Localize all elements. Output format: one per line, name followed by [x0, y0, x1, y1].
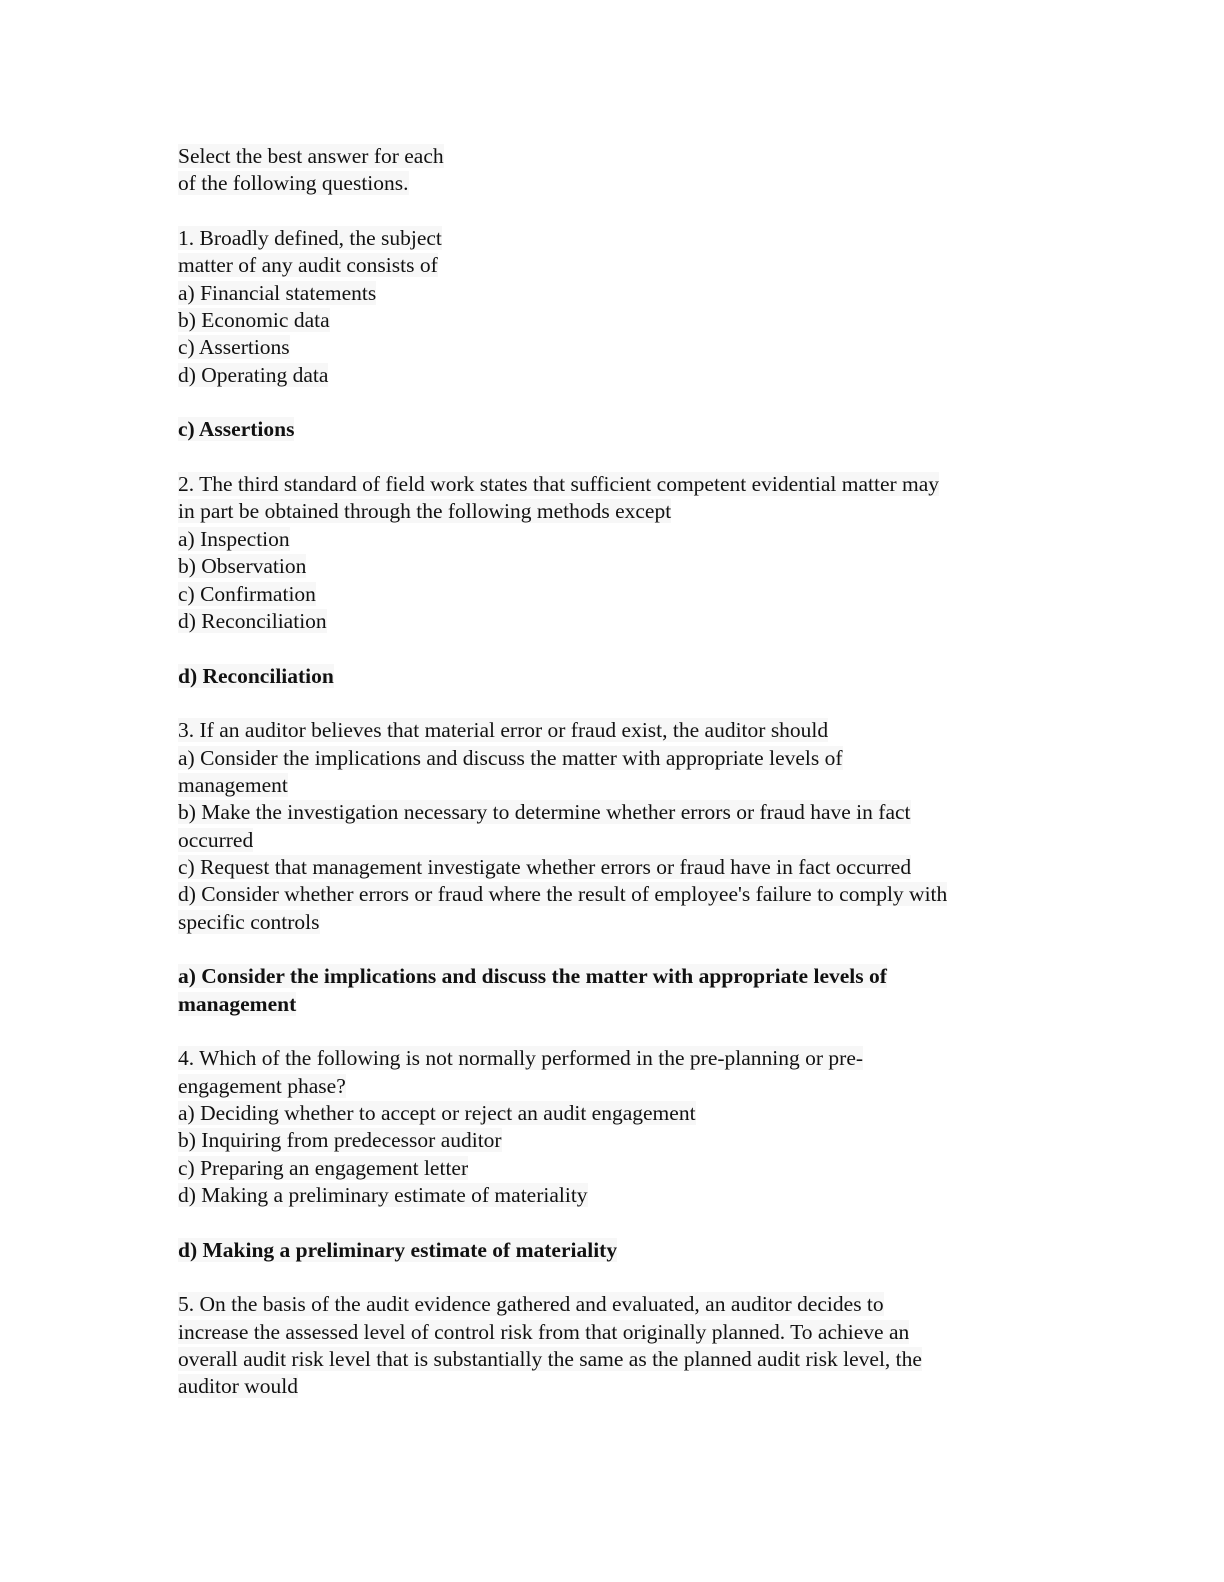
answer-option-line [178, 526, 1048, 553]
answer-option-line [178, 1182, 1048, 1209]
answer-option-line [178, 280, 1048, 307]
question-stem-line-text: 2. The third standard of field work states that sufficient competent evidential matter may [178, 472, 940, 497]
instructions-line-text: of the following questions. [178, 171, 409, 196]
answer-option-line-text: c) Confirmation [178, 581, 316, 606]
answer-option-line [178, 608, 1048, 635]
question-stem-line [178, 252, 1048, 279]
question-stem-line-text: overall audit risk level that is substantially the same as the planned audit risk level, the [178, 1347, 922, 1372]
instructions-line-text: Select the best answer for each [178, 144, 444, 168]
answer-option-line-text: d) Operating data [178, 362, 329, 387]
correct-answer-line-text: d) Reconciliation [178, 663, 334, 688]
blank-line [178, 1209, 1048, 1236]
correct-answer-line [178, 991, 1048, 1018]
answer-option-line [178, 307, 1048, 334]
answer-option-line [178, 1155, 1048, 1182]
question-stem-line-text: 1. Broadly defined, the subject [178, 226, 442, 251]
question-stem-line [178, 1045, 1048, 1072]
answer-option-line [178, 1100, 1048, 1127]
answer-option-line [178, 334, 1048, 361]
answer-option-line [178, 881, 1048, 908]
answer-option-line [178, 362, 1048, 389]
answer-option-line-text: d) Consider whether errors or fraud where the result of employee's failure to comply with [178, 882, 948, 907]
document-page [178, 143, 1048, 1401]
answer-option-line-text: a) Financial statements [178, 280, 377, 305]
answer-option-line [178, 745, 1048, 772]
question-stem-line [178, 1319, 1048, 1346]
answer-option-line-text: occurred [178, 827, 254, 852]
correct-answer-line-text: d) Making a preliminary estimate of materiality [178, 1237, 618, 1262]
question-stem-line [178, 1073, 1048, 1100]
answer-option-line-text: c) Request that management investigate whether errors or fraud have in fact occurred [178, 854, 912, 879]
question-stem-line [178, 1373, 1048, 1400]
question-stem-line-text: 4. Which of the following is not normally performed in the pre-planning or pre- [178, 1046, 864, 1071]
answer-option-line-text: b) Inquiring from predecessor auditor [178, 1128, 502, 1153]
blank-line [178, 389, 1048, 416]
blank-line [178, 1264, 1048, 1291]
question-stem-line-text: 3. If an auditor believes that material error or fraud exist, the auditor should [178, 718, 829, 743]
answer-option-line-text: b) Economic data [178, 308, 330, 333]
question-stem-line [178, 225, 1048, 252]
answer-option-line [178, 772, 1048, 799]
correct-answer-line [178, 663, 1048, 690]
instructions-line [178, 170, 1048, 197]
question-stem-line [178, 1291, 1048, 1318]
question-stem-line [178, 1346, 1048, 1373]
blank-line [178, 690, 1048, 717]
question-stem-line-text: in part be obtained through the following methods except [178, 499, 672, 524]
answer-option-line-text: a) Deciding whether to accept or reject an audit engagement [178, 1101, 696, 1126]
answer-option-line-text: a) Inspection [178, 526, 290, 551]
question-stem-line-text: engagement phase? [178, 1073, 346, 1098]
answer-option-line [178, 909, 1048, 936]
answer-option-line-text: c) Preparing an engagement letter [178, 1155, 469, 1180]
answer-option-line-text: a) Consider the implications and discuss the matter with appropriate levels of [178, 745, 843, 770]
answer-option-line-text: management [178, 772, 288, 797]
question-stem-line [178, 471, 1048, 498]
answer-option-line-text: specific controls [178, 909, 320, 934]
correct-answer-line-text: management [178, 991, 297, 1016]
question-stem-line-text: increase the assessed level of control risk from that originally planned. To achieve an [178, 1319, 910, 1344]
answer-option-line-text: b) Observation [178, 554, 307, 579]
correct-answer-line [178, 416, 1048, 443]
answer-option-line [178, 553, 1048, 580]
question-stem-line-text: 5. On the basis of the audit evidence gathered and evaluated, an auditor decides to [178, 1292, 884, 1317]
question-stem-line [178, 717, 1048, 744]
question-stem-line-text: auditor would [178, 1374, 299, 1399]
answer-option-line-text: b) Make the investigation necessary to determine whether errors or fraud have in fact [178, 800, 911, 825]
question-stem-line [178, 498, 1048, 525]
question-stem-line-text: matter of any audit consists of [178, 253, 438, 278]
correct-answer-line-text: a) Consider the implications and discuss the matter with appropriate levels of [178, 964, 887, 989]
blank-line [178, 635, 1048, 662]
answer-option-line [178, 827, 1048, 854]
answer-option-line [178, 854, 1048, 881]
instructions-line [178, 143, 1048, 170]
correct-answer-line [178, 963, 1048, 990]
answer-option-line [178, 581, 1048, 608]
answer-option-line-text: d) Making a preliminary estimate of materiality [178, 1183, 588, 1208]
blank-line [178, 1018, 1048, 1045]
blank-line [178, 444, 1048, 471]
correct-answer-line [178, 1237, 1048, 1264]
answer-option-line-text: c) Assertions [178, 335, 290, 360]
answer-option-line [178, 1127, 1048, 1154]
blank-line [178, 198, 1048, 225]
correct-answer-line-text: c) Assertions [178, 417, 295, 442]
answer-option-line [178, 799, 1048, 826]
blank-line [178, 936, 1048, 963]
answer-option-line-text: d) Reconciliation [178, 608, 327, 633]
